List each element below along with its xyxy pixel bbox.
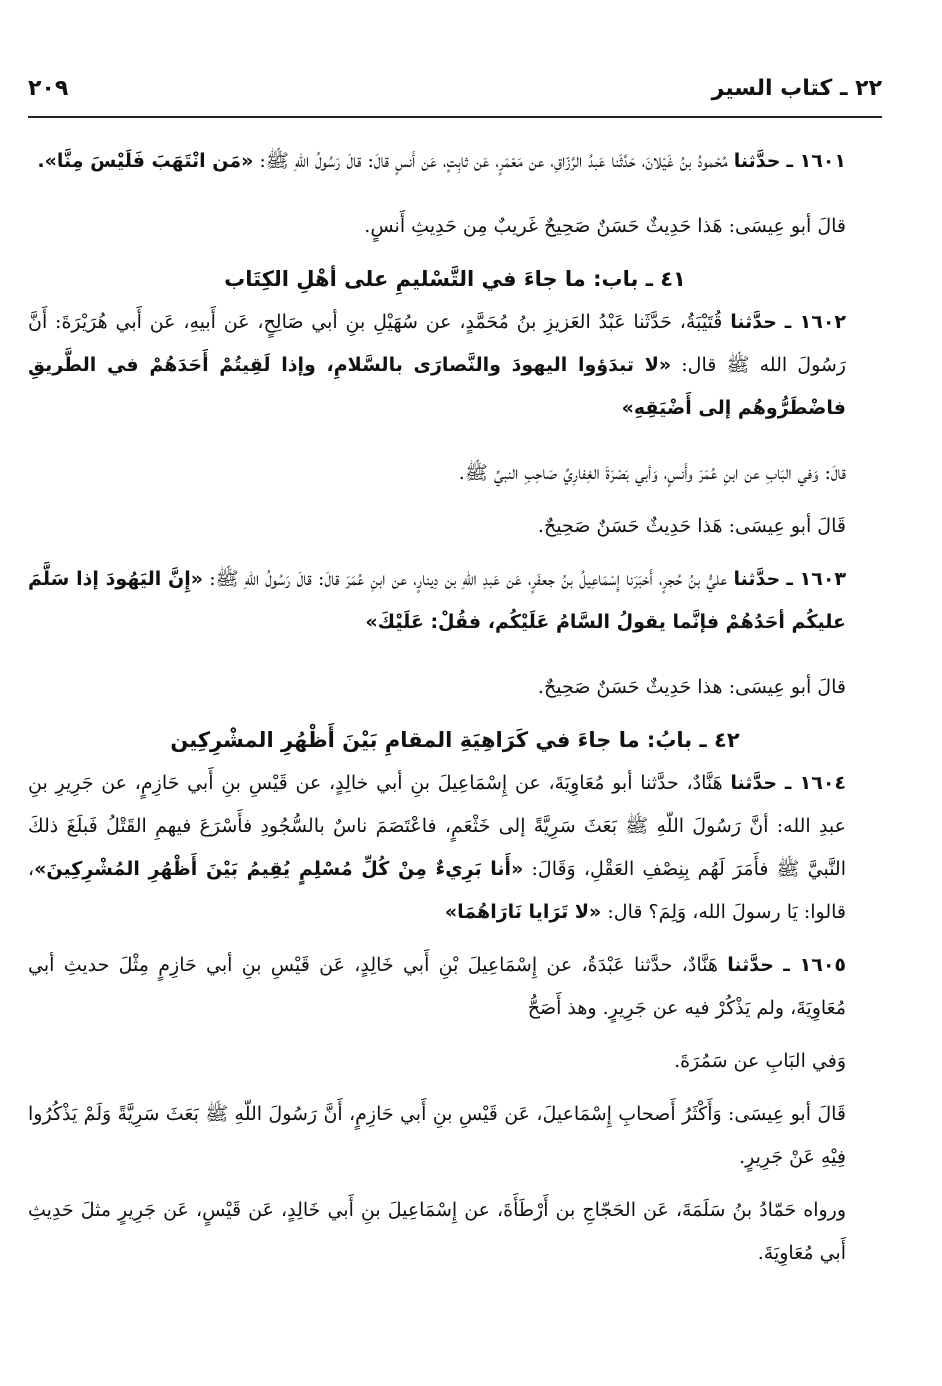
tahdith-word: حدَّثنا [733, 568, 781, 590]
isnad: مُحْمودُ بنُ غَيْلانَ، حَدَّثَنا عَبدُ الرَّزّاقِ، عن مَعْمَرٍ، عَن ثابِتٍ، عَن أَنسٍ قالَ: قالَ رَسُولُ اللّهِ ﷺ: [259, 150, 728, 172]
chapter-heading-41: ٤١ ـ باب: ما جاءَ في التَّسْليمِ على أهْلِ الكِتَاب [224, 267, 686, 291]
tahdith-word: حدَّثنا [727, 954, 774, 976]
hadith-number: ١٦٠١ ـ [786, 150, 846, 172]
matn-2: «لا تَرَايا نَارَاهُمَا» [444, 901, 602, 923]
hadith-1601 [28, 140, 882, 183]
hadith-number: ١٦٠٣ ـ [786, 568, 847, 590]
tahdith-word: حدَّثنا [733, 150, 781, 172]
page-body [28, 140, 882, 1275]
isnad: هَنَّادٌ، حدَّثنا أبو مُعَاوِيَةَ، عن إِسْمَاعِيلَ بنِ أبي خالِدٍ، عن قَيْسِ بنِ أَبي حَازِمٍ، عن جَرِيرِ بنِ عبدِ الله: أنَّ رَسُولَ اللّهِ ﷺ بَعَثَ سَرِيَّةً إلى خَثْعَمٍ، فاعْتَصَمَ ناسٌ بالسُّجُودِ فأَسْرَعَ فيهمِ القَتْلُ فَبلَغَ ذلكَ النَّبيَّ ﷺ فأَمَرَ لَهُم بِنِصْفِ العَقْلِ، وَقَالَ: [28, 772, 846, 880]
running-title: ٢٢ ـ كتاب السير [711, 76, 882, 101]
isnad: قُتَيْبَةُ، حَدَّثَنا عَبْدُ العَزيزِ بنُ مُحَمَّدٍ، عن سُهَيْلِ بنِ أبي صَالِحٍ، عَن أَبيهِ، عَن أَبي هُرَيْرَةَ: أَنَّ رَسُولَ الله ﷺ قال: [28, 311, 846, 376]
tahdith-word: حدَّثنا [730, 772, 778, 794]
hadith-1603 [28, 558, 882, 644]
bab-note-1602: قالَ: وَفي البَابِ عن ابنِ عُمَرَ وأَنسٍ، وَأبي بَصْرَةَ الغِفارِيِّ صَاحِبِ النبيِّ ﷺ. [458, 462, 846, 484]
isnad: عليُّ بنُ حُجرٍ، أَخبَرَنا إِسْمَاعِيلُ بنُ جعفَرٍ، عَن عَبدِ اللّهِ بن دِينارٍ، عن ابنِ عُمَرَ قالَ: قالَ رَسُولُ اللّهِ ﷺ: [209, 568, 728, 590]
commentary-1603: قالَ أبو عِيسَى: هذا حَدِيثٌ حَسَنٌ صَحِيحٌ. [537, 676, 846, 698]
commentary-1601: قالَ أبو عِيسَى: هَذا حَدِيثٌ حَسَنٌ صَحِيحٌ غَريبٌ مِن حَدِيثِ أَنسٍ. [364, 215, 846, 237]
hadith-1605 [28, 944, 882, 1030]
matn: «أَنا بَرِيءٌ مِنْ كُلِّ مُسْلِمٍ يُقِيمُ بَيْنَ أَظْهُرِ المُشْرِكِينَ» [34, 858, 524, 880]
isnad: هَنَّادٌ، حدَّثنا عَبْدَةُ، عن إِسْمَاعِيلَ بْنِ أَبي خَالِدٍ، عَن قَيْسِ بنِ أبي حَازِمٍ مِثْلَ حديثِ أبي مُعَاوِيَةَ، ولم يَذْكُرْ فيه عن جَرِيرٍ. وهذ أَصَحُّ [28, 954, 846, 1019]
alternate-chain-1605: ورواه حَمّادُ بنُ سَلَمَةَ، عَن الحَجّاجِ بن أَرْطَأَةَ، عن إِسْمَاعِيلَ بنِ أَبي خَالِدٍ، عَن قَيْسٍ، عَن جَرِيرٍ مثلَ حَدِيثِ أَبي مُعَاوِيَةَ. [28, 1199, 846, 1264]
bab-note-1605: وَفي البَابِ عن سَمُرَةَ. [674, 1050, 846, 1072]
matn: «إِنَّ اليَهُودَ إذا سَلَّمَ عليكُم أحَدُهُمْ فإنَّما يقولُ السَّامُ عَلَيْكُم، فقُلْ: عَلَيْكَ» [28, 568, 846, 633]
commentary-1605: قَالَ أبو عِيسَى: وَأَكْثَرُ أَصحابِ إِسْمَاعيلَ، عَن قَيْسِ بنِ أَبي حَازِمٍ، أَنَّ رَسُولَ اللّهِ ﷺ بَعَثَ سَرِيَّةً وَلَمْ يَذْكُرُوا فِيْهِ عَنْ جَرِيرٍ. [28, 1103, 847, 1168]
narrative: ، قالوا: يَا رسولَ الله، وَلِمَ؟ قال: [28, 858, 846, 923]
hadith-1602 [28, 301, 882, 430]
page-number: ٢٠٩ [28, 76, 69, 101]
tahdith-word: حدَّثنا [730, 311, 777, 333]
page-header [28, 70, 882, 118]
commentary-1602: قَالَ أبو عِيسَى: هَذا حَدِيثٌ حَسَنٌ صَحِيحٌ. [537, 515, 846, 537]
matn: «مَن انْتَهَبَ فَلَيْسَ مِنَّا». [37, 150, 254, 172]
matn: «لا تبدَؤوا اليهودَ والنَّصارَى بالسَّلامِ، وإذا لَقِيتُمْ أَحَدَهُمْ في الطَّريقِ فاضْطَرُّوهُم إلى أَضْيَقِهِ» [28, 354, 846, 419]
hadith-number: ١٦٠٢ ـ [784, 311, 847, 333]
hadith-number: ١٦٠٥ ـ [783, 954, 847, 976]
hadith-number: ١٦٠٤ ـ [784, 772, 847, 794]
chapter-heading-42: ٤٢ ـ بابُ: ما جاءَ في كَرَاهِيَةِ المقامِ بَيْنَ أَظْهُرِ المشْرِكِين [170, 728, 740, 752]
hadith-1604 [28, 762, 882, 934]
